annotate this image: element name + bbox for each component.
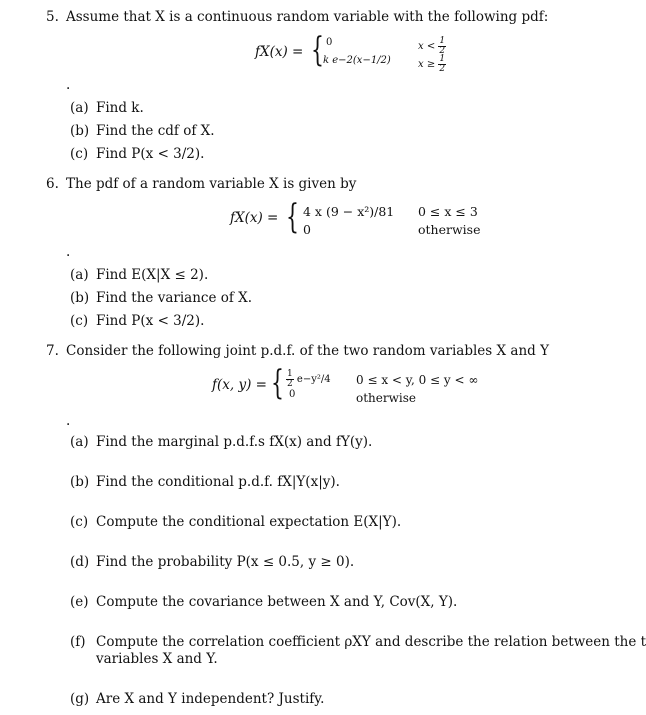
problem-5-case2-cond-text: x ≥ (418, 59, 436, 70)
problem-6-part-a-label: (a) (70, 267, 89, 283)
problem-7-part-c-text: Compute the conditional expectation E(X|Y). (96, 514, 402, 530)
problem-7-part-g-text: Are X and Y independent? Justify. (96, 691, 325, 707)
problem-6-case2-cond: otherwise (418, 222, 481, 237)
problem-6-number: 6. (46, 176, 59, 192)
problem-6-part-b-text: Find the variance of X. (96, 290, 253, 306)
fraction-denominator: 2 (439, 46, 446, 56)
problem-7-case2-value: 0 (289, 389, 296, 400)
problem-5-part-a-label: (a) (70, 100, 89, 116)
problem-7-part-f-text: Compute the correlation coefficient ρXY and describe the relation between the t (96, 634, 646, 650)
problem-7-number: 7. (46, 343, 59, 359)
problem-5-part-c-text: Find P(x < 3/2). (96, 146, 205, 162)
problem-5-intro: Assume that X is a continuous random variable with the following pdf: (66, 9, 549, 25)
problem-6-part-a-text: Find E(X|X ≤ 2). (96, 267, 209, 283)
problem-7-case1-cond: 0 ≤ x < y, 0 ≤ y < ∞ (356, 373, 479, 387)
problem-5-brace: { (311, 30, 324, 70)
problem-6-bullet: . (66, 244, 71, 260)
problem-5-number: 5. (46, 9, 59, 25)
problem-7-part-c-label: (c) (70, 514, 89, 530)
fraction-denominator: 2 (439, 64, 446, 74)
problem-6-intro: The pdf of a random variable X is given by (66, 176, 357, 192)
problem-7-bullet: . (66, 413, 71, 429)
problem-5-bullet: . (66, 77, 71, 93)
problem-6-case2-value: 0 (303, 222, 311, 237)
problem-7-lhs: f(x, y) = (212, 377, 267, 393)
problem-6-part-c-label: (c) (70, 313, 89, 329)
problem-7-part-e-text: Compute the covariance between X and Y, Cov(X, Y). (96, 594, 458, 610)
problem-7-case2-cond: otherwise (356, 391, 416, 405)
problem-5-part-b-label: (b) (70, 123, 90, 139)
problem-7-part-d-text: Find the probability P(x ≤ 0.5, y ≥ 0). (96, 554, 355, 570)
problem-7-case1-value (286, 370, 331, 389)
problem-6-case1-cond: 0 ≤ x ≤ 3 (418, 204, 478, 219)
fraction-numerator: 1 (287, 369, 293, 379)
problem-6-brace: { (286, 197, 299, 237)
fraction-numerator: 1 (439, 36, 446, 46)
problem-6-case1-value: 4 x (9 − x²)/81 (303, 204, 395, 219)
problem-5-lhs: fX(x) = (255, 44, 304, 60)
problem-7-part-a-text: Find the marginal p.d.f.s fX(x) and fY(y). (96, 434, 373, 450)
problem-5-case1-cond-text: x < (418, 41, 436, 52)
problem-7-part-g-label: (g) (70, 691, 90, 707)
fraction-numerator: 1 (439, 54, 446, 64)
fraction-denominator: 2 (287, 379, 293, 389)
problem-5-part-c-label: (c) (70, 146, 89, 162)
problem-5-case2-cond (418, 55, 446, 74)
problem-7-part-d-label: (d) (70, 554, 90, 570)
problem-5-half-fraction-2 (438, 55, 446, 74)
problem-7-brace: { (271, 363, 284, 403)
problem-7-part-b-label: (b) (70, 474, 90, 490)
problem-7-part-e-label: (e) (70, 594, 89, 610)
problem-6-part-c-text: Find P(x < 3/2). (96, 313, 205, 329)
problem-7-part-a-label: (a) (70, 434, 89, 450)
problem-7-intro: Consider the following joint p.d.f. of the two random variables X and Y (66, 343, 549, 359)
problem-6-lhs: fX(x) = (230, 210, 279, 226)
problem-5-part-a-text: Find k. (96, 100, 144, 116)
problem-7-case1-expression: e−y²/4 (296, 374, 331, 385)
problem-7-part-b-text: Find the conditional p.d.f. fX|Y(x|y). (96, 474, 340, 490)
problem-7-half-fraction (286, 370, 294, 389)
problem-7-part-f-label: (f) (70, 634, 86, 650)
problem-5-part-b-text: Find the cdf of X. (96, 123, 215, 139)
problem-7-part-f-text-cont: variables X and Y. (96, 651, 218, 667)
problem-6-part-b-label: (b) (70, 290, 90, 306)
problem-5-case2-value: k e−2(x−1/2) (323, 55, 391, 66)
problem-5-case1-value: 0 (326, 37, 333, 48)
